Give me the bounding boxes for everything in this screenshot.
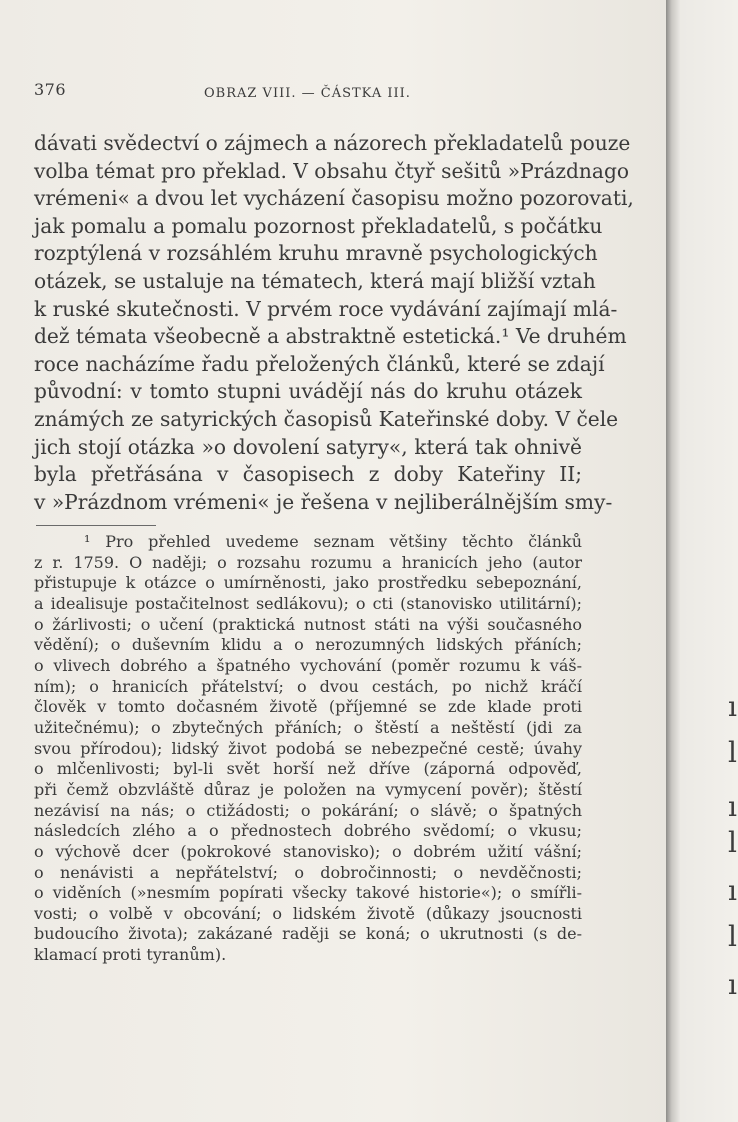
footnote-line: klamací proti tyranům). xyxy=(34,945,227,965)
footnote-line: následcích zlého a o přednostech dobrého svědomí; o vkusu; xyxy=(34,821,582,841)
text-line: volba témat pro překlad. V obsahu čtyř sešitů »Prázdnago xyxy=(34,158,630,183)
facing-page-glyph: l xyxy=(728,920,737,953)
footnote-line: přistupuje k otázce o umírněnosti, jako prostředku sebepoznání, xyxy=(34,573,582,593)
running-head: OBRAZ VIII. — ČÁSTKA III. xyxy=(204,86,411,101)
footnote-line: o viděních (»nesmím popírati všecky takové historie«); o smířli- xyxy=(34,883,582,903)
footnote-line: svou přírodou); lidský život podobá se nebezpečné cestě; úvahy xyxy=(34,738,582,758)
text-line: otázek, se ustaluje na tématech, která mají bližší vztah xyxy=(34,268,596,293)
facing-page-glyph: ı xyxy=(728,968,737,1001)
footnote-line: o vlivech dobrého a špatného vychování (poměr rozumu k váš- xyxy=(34,655,582,675)
footnote-line: a idealisuje postačitelnost sedlákovu); o cti (stanovisko utilitární); xyxy=(34,593,582,613)
footnote-line: nezávisí na nás; o ctižádosti; o pokárání; o slávě; o špatných xyxy=(34,800,582,820)
text-line: jak pomalu a pomalu pozornost překladatelů, s počátku xyxy=(34,213,603,238)
facing-page-edge xyxy=(700,0,738,1122)
text-line: známých ze satyrických časopisů Kateřinské doby. V čele xyxy=(34,406,619,431)
footnote-line: člověk v tomto dočasném životě (příjemné se zde klade proti xyxy=(34,697,582,717)
facing-page-glyph: ı xyxy=(728,790,737,823)
footnote-line: užitečnému); o zbytečných přáních; o štěstí a neštěstí (jdi za xyxy=(34,717,582,737)
text-line: roce nacházíme řadu přeložených článků, které se zdají xyxy=(34,351,605,376)
text-line: vrémeni« a dvou let vycházení časopisu možno pozorovati, xyxy=(34,186,634,211)
footnote-separator xyxy=(36,525,156,526)
facing-page-glyph: ı xyxy=(728,874,737,907)
text-line: původní: v tomto stupni uvádějí nás do kruhu otázek xyxy=(34,379,582,404)
footnote-line: ¹ Pro přehled uvedeme seznam většiny těchto článků xyxy=(84,532,582,551)
text-line: v »Prázdnom vrémeni« je řešena v nejliberálnějším smy- xyxy=(34,489,613,514)
facing-page-glyph: ı xyxy=(728,690,737,723)
text-line: dež témata všeobecně a abstraktně estetická.¹ Ve druhém xyxy=(34,324,627,349)
footnote xyxy=(34,532,582,966)
footnote-line: budoucího života); zakázané raději se koná; o ukrutnosti (s de- xyxy=(34,924,582,944)
text-line: jich stojí otázka »o dovolení satyry«, která tak ohnivě xyxy=(34,434,582,459)
footnote-line: o nenávisti a nepřátelství; o dobročinnosti; o nevděčnosti; xyxy=(34,862,582,882)
footnote-line: o mlčenlivosti; byl-li svět horší než dříve (záporná odpověď, xyxy=(34,759,582,779)
footnote-line: při čemž obzvláště důraz je položen na vymycení pověr); štěstí xyxy=(34,779,582,799)
footnote-line: z r. 1759. O naději; o rozsahu rozumu a hranicích jeho (autor xyxy=(34,552,582,572)
main-text xyxy=(34,130,634,516)
footnote-line: o výchově dcer (pokrokové stanovisko); o dobrém užití vášní; xyxy=(34,841,582,861)
footnote-line: ním); o hranicích přátelství; o dvou cestách, po nichž kráčí xyxy=(34,676,582,696)
page-header xyxy=(34,80,594,106)
page-number: 376 xyxy=(34,80,67,99)
text-line: byla přetřásána v časopisech z doby Kateřiny II; xyxy=(34,462,582,487)
text-line: dávati svědectví o zájmech a názorech překladatelů pouze xyxy=(34,131,631,155)
footnote-line: vosti; o volbě v obcování; o lidském životě (důkazy jsoucnosti xyxy=(34,903,582,923)
footnote-line: vědění); o duševním klidu a o nerozumných lidských přáních; xyxy=(34,635,582,655)
footnote-line: o žárlivosti; o učení (praktická nutnost státi na výši současného xyxy=(34,614,582,634)
facing-page-glyph: l xyxy=(728,826,737,859)
text-line: rozptýlená v rozsáhlém kruhu mravně psychologických xyxy=(34,241,598,266)
text-line: k ruské skutečnosti. V prvém roce vydávání zajímají mlá- xyxy=(34,296,618,321)
facing-page-glyph: l xyxy=(728,736,737,769)
